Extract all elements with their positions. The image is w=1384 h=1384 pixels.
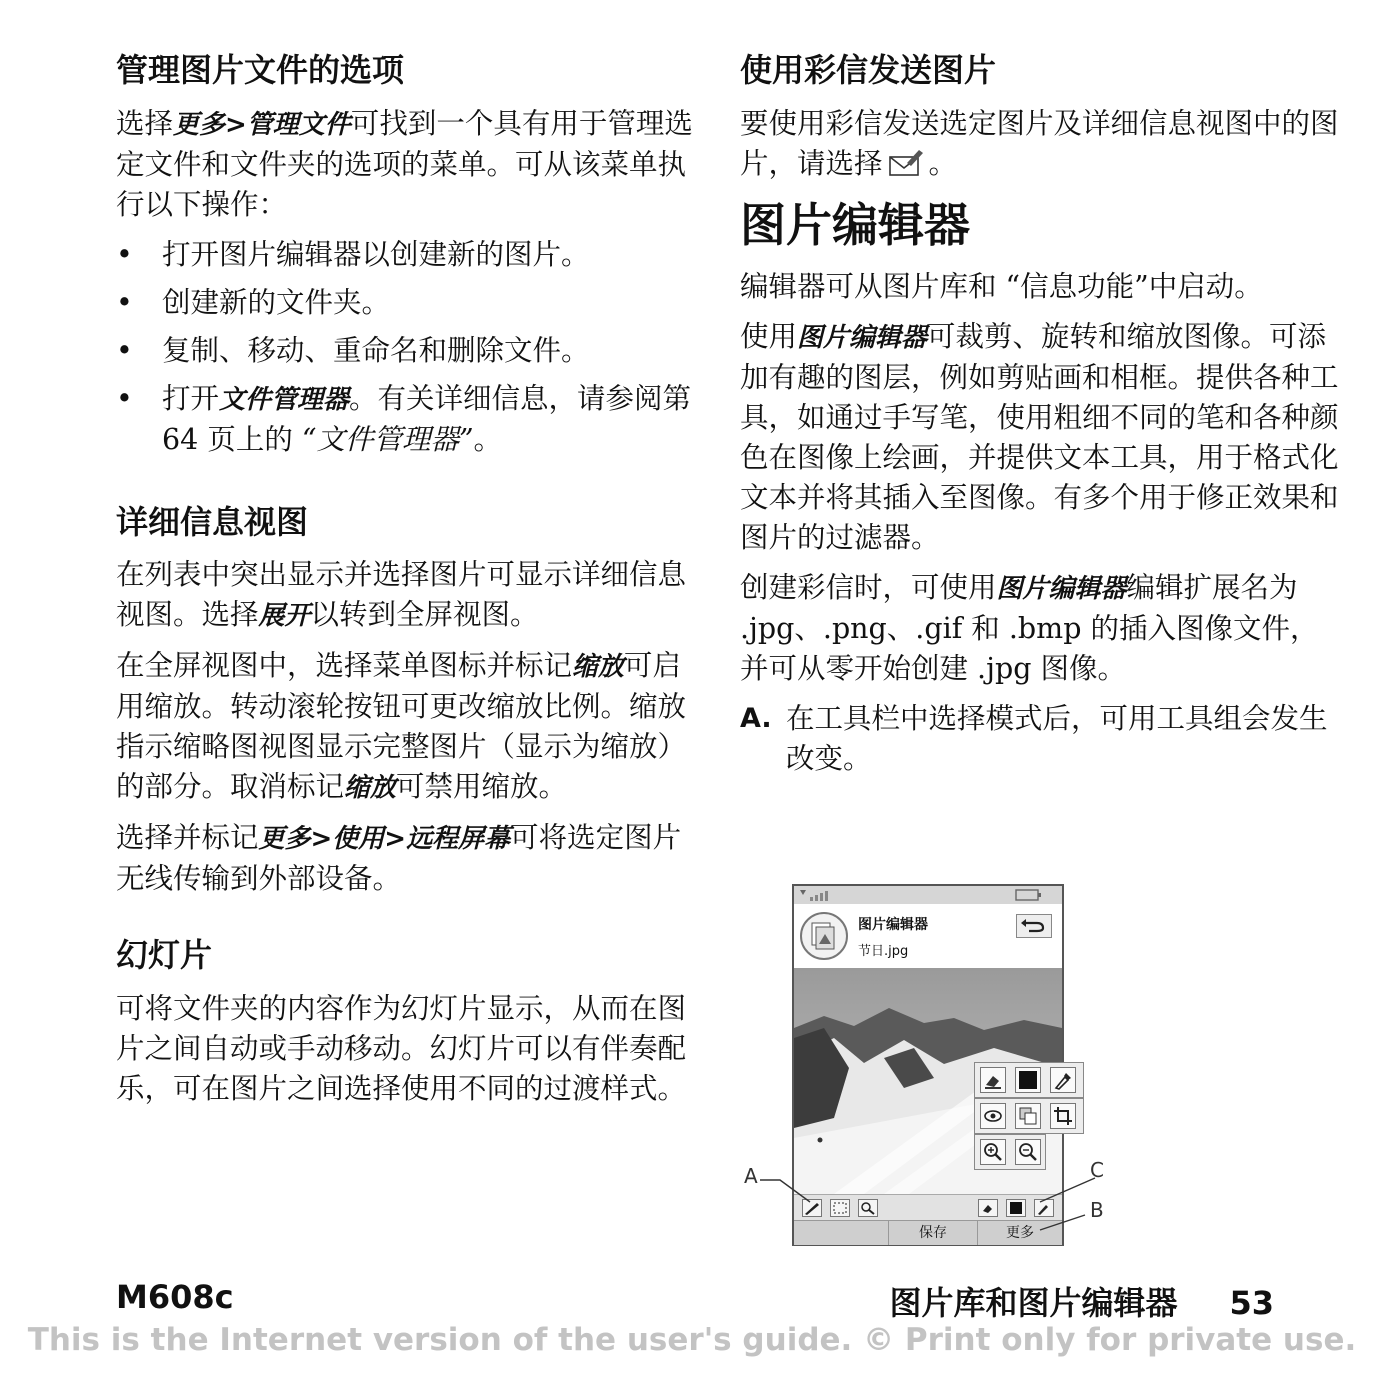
tools-popup-row-2	[974, 1098, 1084, 1134]
view-tool-button[interactable]	[980, 1103, 1006, 1129]
page-title: 图片编辑器	[740, 197, 970, 252]
editor-paragraph-3: 创建彩信时，可使用图片编辑器编辑扩展名为 .jpg、.png、.gif 和 .bmp 的插入图像文件，并可从零开始创建 .jpg 图像。	[740, 570, 1319, 685]
color-tool-button[interactable]	[1015, 1067, 1041, 1093]
list-item: • 打开文件管理器。有关详细信息，请参阅第 64 页上的 “文件管理器”。	[116, 381, 692, 456]
list-item: • 创建新的文件夹。	[116, 285, 391, 319]
eye-icon	[981, 1104, 1005, 1128]
file-manager-reference: “文件管理器”	[301, 422, 474, 456]
more-button[interactable]: 更多	[1006, 1225, 1034, 1241]
file-manager-term: 文件管理器	[219, 384, 350, 415]
eyedropper-icon	[1051, 1068, 1075, 1092]
editor-paragraph-2: 使用图片编辑器可裁剪、旋转和缩放图像。可添加有趣的图层，例如剪贴画和相框。提供各种工具，如通过手写笔，使用粗细不同的笔和各种颜色在图像上绘画，并提供文本工具，用于格式化文本并将其插入至图像。有多个用于修正效果和图片的过滤器。	[740, 319, 1339, 554]
details-view-paragraph-1: 在列表中突出显示并选择图片可显示详细信息视图。选择展开以转到全屏视图。	[116, 558, 687, 632]
eraser-icon	[981, 1068, 1005, 1092]
mms-send-icon	[887, 147, 925, 179]
eyedropper-tool-button[interactable]	[1050, 1067, 1076, 1093]
file-name: 节日.jpg	[858, 944, 909, 959]
right-column	[740, 50, 1340, 779]
signal-icon	[794, 886, 1062, 904]
details-view-paragraph-3: 选择并标记更多>使用>远程屏幕可将选定图片无线传输到外部设备。	[116, 821, 682, 896]
list-item: • 复制、移动、重命名和删除文件。	[116, 333, 590, 367]
layers-icon	[1016, 1104, 1040, 1128]
callout-lines	[740, 1150, 1120, 1240]
picture-editor-app-icon	[800, 912, 848, 960]
page-number: 53	[1229, 1284, 1274, 1322]
callout-a: A	[744, 1164, 758, 1188]
running-footer	[889, 1278, 1274, 1324]
save-button[interactable]: 保存	[888, 1221, 978, 1245]
left-column	[116, 50, 696, 1119]
eraser-tool-button[interactable]	[980, 1067, 1006, 1093]
section-heading-details-view: 详细信息视图	[116, 502, 309, 541]
list-item: • 打开图片编辑器以创建新的图片。	[116, 237, 590, 271]
section-heading-send-mms: 使用彩信发送图片	[740, 51, 997, 89]
slideshow-paragraph: 可将文件夹的内容作为幻灯片显示，从而在图片之间自动或手动移动。幻灯片可以有伴奏配乐，可在图片之间选择使用不同的过渡样式。	[116, 991, 687, 1105]
file-options-paragraph: 选择更多>管理文件可找到一个具有用于管理选定文件和文件夹的选项的菜单。可从该菜单执行以下操作：	[116, 106, 693, 221]
back-arrow-icon	[1017, 915, 1049, 935]
copyright-notice: This is the Internet version of the user's guide. © Print only for private use.	[27, 1322, 1357, 1358]
crop-icon	[1051, 1104, 1075, 1128]
callout-b: B	[1090, 1198, 1104, 1222]
section-heading-file-options: 管理图片文件的选项	[116, 51, 405, 89]
menu-path-manage-files: 更多>管理文件	[173, 109, 351, 140]
app-title: 图片编辑器	[858, 917, 928, 933]
app-header	[794, 904, 1062, 969]
crop-tool-button[interactable]	[1050, 1103, 1076, 1129]
callout-c: C	[1090, 1158, 1104, 1182]
details-view-paragraph-2: 在全屏视图中，选择菜单图标并标记缩放可启用缩放。转动滚轮按钮可更改缩放比例。缩放指示缩略图视图显示完整图片（显示为缩放）的部分。取消标记缩放可禁用缩放。	[116, 649, 687, 804]
section-name: 图片库和图片编辑器	[889, 1284, 1178, 1322]
section-heading-slideshow: 幻灯片	[116, 936, 213, 975]
status-bar	[794, 886, 1062, 904]
tools-popup-row-1	[974, 1062, 1084, 1098]
send-mms-paragraph: 要使用彩信发送选定图片及详细信息视图中的图片，请选择 。	[740, 106, 1339, 180]
file-options-list	[116, 235, 696, 460]
color-swatch-icon	[1016, 1068, 1040, 1092]
step-a: A. 在工具栏中选择模式后，可用工具组会发生改变。	[740, 701, 1328, 775]
editor-paragraph-1: 编辑器可从图片库和 “信息功能”中启动。	[740, 269, 1263, 303]
model-name: M608c	[116, 1278, 234, 1316]
layers-tool-button[interactable]	[1015, 1103, 1041, 1129]
back-button[interactable]	[1016, 914, 1052, 938]
